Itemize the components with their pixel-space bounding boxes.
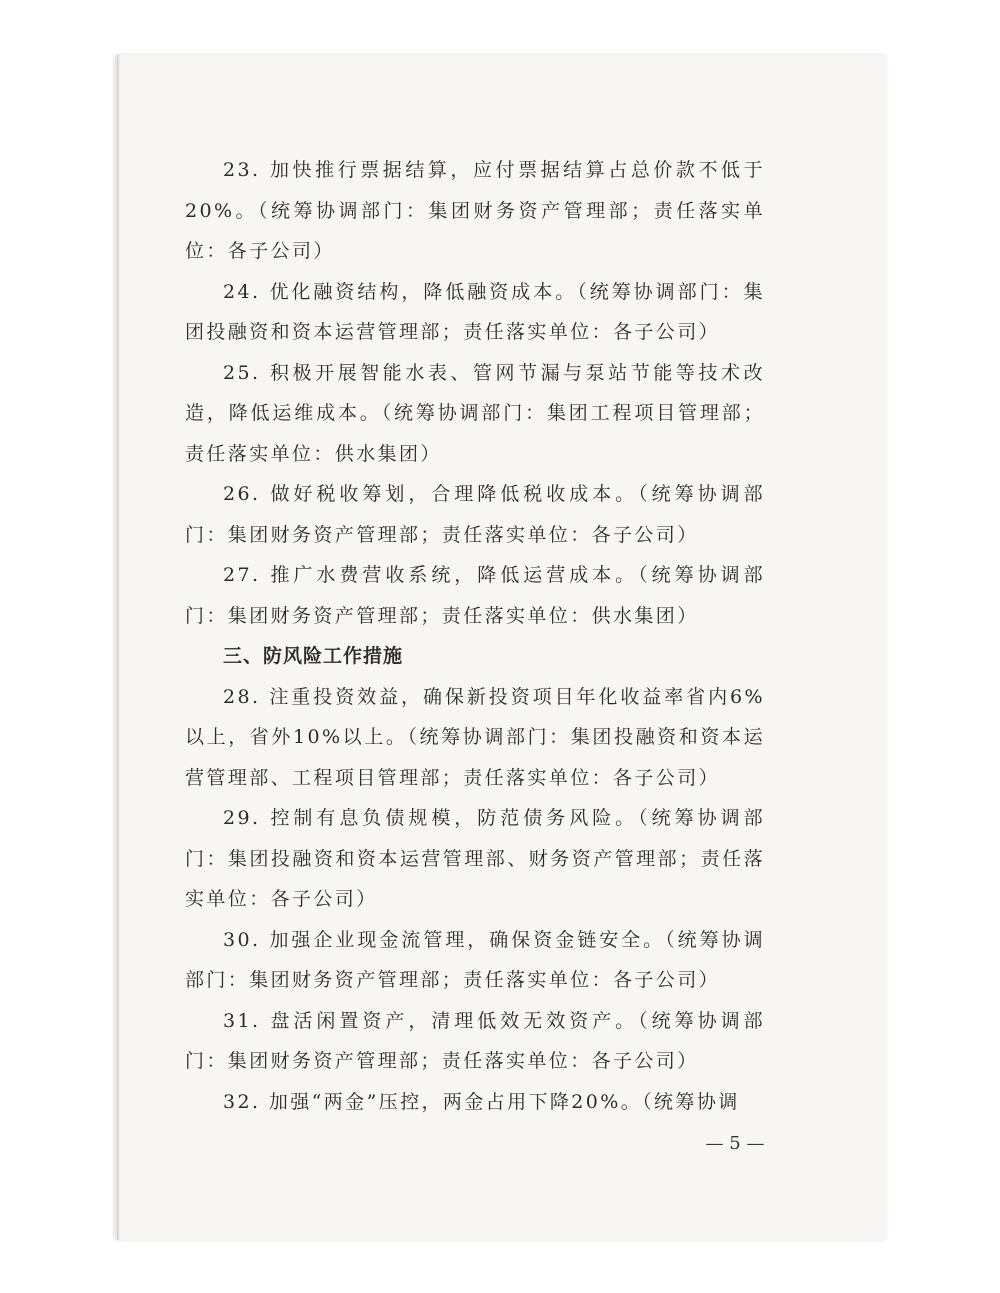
- paragraph-item-31: 31. 盘活闲置资产，清理低效无效资产。（统筹协调部门：集团财务资产管理部；责任落实单位：各子公司）: [185, 1009, 765, 1072]
- paragraph-item-32: 32. 加强“两金”压控，两金占用下降20%。（统筹协调: [223, 1090, 740, 1113]
- paragraph-item-27: 27. 推广水费营收系统，降低运营成本。（统筹协调部门：集团财务资产管理部；责任落实单位：供水集团）: [185, 564, 765, 627]
- paragraph-item-23: 23. 加快推行票据结算，应付票据结算占总价款不低于20%。（统筹协调部门：集团财务资产管理部；责任落实单位：各子公司）: [185, 159, 765, 262]
- section-heading: 三、防风险工作措施: [223, 645, 404, 667]
- paragraph-item-28: 28. 注重投资效益，确保新投资项目年化收益率省内6%以上，省外10%以上。（统筹协调部门：集团投融资和资本运营管理部、工程项目管理部；责任落实单位：各子公司）: [185, 685, 765, 789]
- page-number: — 5 —: [705, 1133, 765, 1154]
- paragraph-item-26: 26. 做好税收筹划，合理降低税收成本。（统筹协调部门：集团财务资产管理部；责任落实单位：各子公司）: [185, 483, 765, 546]
- paragraph-item-24: 24. 优化融资结构，降低融资成本。（统筹协调部门：集团投融资和资本运营管理部；责任落实单位：各子公司）: [185, 280, 765, 343]
- document-body: [185, 150, 765, 1122]
- paragraph-item-25: 25. 积极开展智能水表、管网节漏与泵站节能等技术改造，降低运维成本。（统筹协调部门：集团工程项目管理部；责任落实单位：供水集团）: [185, 361, 765, 465]
- paragraph-item-29: 29. 控制有息负债规模，防范债务风险。（统筹协调部门：集团投融资和资本运营管理部、财务资产管理部；责任落实单位：各子公司）: [185, 807, 765, 910]
- document-page: [117, 55, 887, 1240]
- paragraph-item-30: 30. 加强企业现金流管理，确保资金链安全。（统筹协调部门：集团财务资产管理部；责任落实单位：各子公司）: [185, 928, 765, 991]
